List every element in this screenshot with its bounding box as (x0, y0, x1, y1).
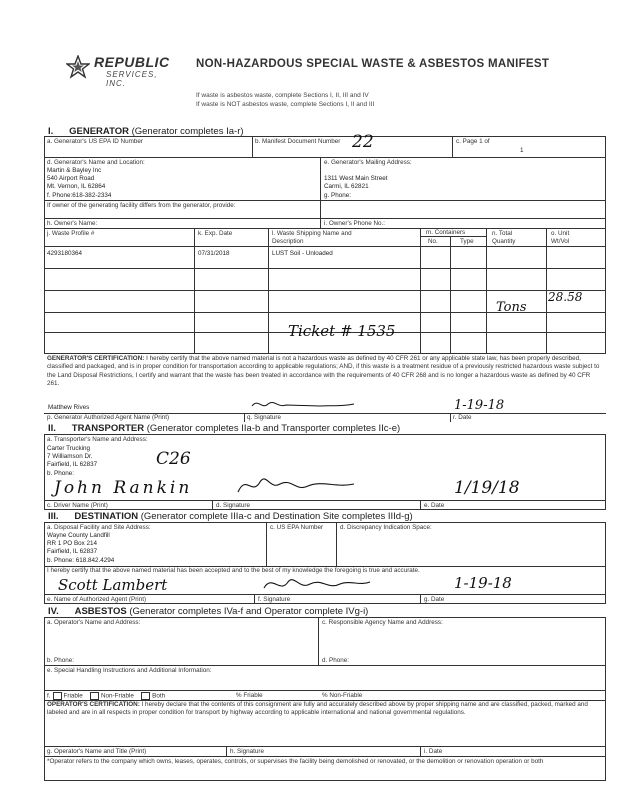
col-description: Description (272, 238, 304, 245)
republic-logo (66, 52, 178, 86)
driver-signature-icon (236, 470, 356, 500)
document-title: NON-HAZARDOUS SPECIAL WASTE & ASBESTOS MANIFEST (196, 58, 550, 70)
col-containers: m. Containers (426, 229, 466, 236)
non-friable-checkbox[interactable] (90, 692, 99, 700)
row-waste-profile: 4293180364 (47, 250, 83, 257)
destination-date-value: 1-19-18 (454, 574, 512, 592)
destination-agent-value: Scott Lambert (58, 576, 168, 594)
generator-address-line: 540 Airport Road (47, 175, 95, 182)
disposal-facility-name: Wayne County Landfill (47, 532, 110, 539)
generator-date-value: 1-19-18 (454, 398, 505, 413)
generator-name-label: d. Generator's Name and Location: (47, 159, 145, 166)
agency-phone-label: d. Phone: (322, 657, 349, 664)
driver-signature-label: d. Signature (216, 502, 250, 509)
col-shipping-name: l. Waste Shipping Name and (272, 230, 352, 237)
section-3-header: III. DESTINATION (Generator complete IIIa-c and Destination Site completes IIId-g) (48, 511, 413, 522)
star-icon (66, 55, 90, 79)
page-total-value: 1 (520, 147, 524, 154)
friable-checkbox[interactable] (53, 692, 62, 700)
col-containers-no: No. (428, 238, 438, 245)
generator-agent-label: p. Generator Authorized Agent Name (Print) (47, 414, 170, 421)
responsible-agency-label: c. Responsible Agency Name and Address: (322, 619, 443, 626)
disposal-facility-phone: b. Phone: 618.842.4294 (47, 557, 115, 564)
special-handling-label: e. Special Handling Instructions and Additional Information: (47, 667, 212, 674)
col-total: n. Total (492, 230, 513, 237)
generator-phone: f. Phone:618-382-2334 (47, 192, 112, 199)
destination-date-label: g. Date (424, 596, 445, 603)
mailing-phone: g. Phone: (324, 192, 351, 199)
generator-certification: GENERATOR'S CERTIFICATION: I hereby certify that the above named material is not a hazardous waste as defined by 40 CFR 261 or any applicable state law, has been properly described, classified and packaged, and is in proper condition for transportation according to applicable regulations; AND, if this waste is a treatment residue of a previously restricted hazardous waste subject to the Land Disposal Restrictions, I certify and warrant that the waste has been treated in accordance with the requirements of 40 CFR 268 and is no longer a hazardous waste as defined by 40 CFR 261. (47, 355, 600, 387)
transport-date-value: 1/19/18 (454, 478, 520, 498)
generator-agent-name: Matthew Rives (48, 404, 90, 411)
quantity-value: 28.58 (548, 290, 583, 304)
page-of-label: c. Page 1 of (456, 138, 490, 145)
disposal-facility-city: Fairfield, IL 62837 (47, 548, 98, 555)
unit-tons: Tons (496, 300, 527, 315)
destination-agent-label: e. Name of Authorized Agent (Print) (47, 596, 147, 603)
destination-signature-label: f. Signature (258, 596, 291, 603)
generator-city-line: Mt. Vernon, IL 62864 (47, 183, 106, 190)
section-2-header: II. TRANSPORTER (Generator completes IIa-b and Transporter completes IIc-e) (48, 423, 401, 434)
section-1-header: I. GENERATOR (Generator completes Ia-r) (48, 126, 244, 137)
transporter-name: Carter Trucking (47, 445, 91, 452)
operator-signature-label: h. Signature (230, 748, 264, 755)
instruction-asbestos: If waste is asbestos waste, complete Sections I, II, III and IV (196, 92, 369, 99)
col-quantity: Quantity (492, 238, 516, 245)
both-checkbox[interactable] (141, 692, 150, 700)
truck-number: C26 (156, 449, 191, 469)
transporter-city: Fairfield, IL 62837 (47, 461, 98, 468)
operator-phone-label: b. Phone: (47, 657, 74, 664)
generator-date-label: r. Date (453, 414, 472, 421)
operator-certification: OPERATOR'S CERTIFICATION: I hereby declare that the contents of this consignment are fully and accurately described above by proper shipping name and are classified, packed, marked and labeled and are in all respects in proper condition for transport by highway according to applicable international and national governmental regulations. (47, 701, 588, 717)
operator-date-label: i. Date (424, 748, 443, 755)
operator-title-label: g. Operator's Name and Title (Print) (47, 748, 147, 755)
col-waste-profile: j. Waste Profile # (47, 230, 95, 237)
operator-footnote: *Operator refers to the company which owns, leases, operates, controls, or supervises the facility being demolished or renovated, or the demolition or renovation operation or both (47, 758, 544, 765)
col-wtvol: Wt/Vol (551, 238, 570, 245)
ticket-number: Ticket # 1535 (288, 322, 396, 340)
mailing-address-label: e. Generator's Mailing Address: (324, 159, 412, 166)
destination-certification: I hereby certify that the above named material has been accepted and to the best of my knowledge the foregoing is true and accurate. (47, 567, 420, 574)
pct-non-friable-label: % Non-Friable (322, 692, 363, 699)
pct-friable-label: % Friable (236, 692, 263, 699)
transporter-street: 7 Williamson Dr. (47, 453, 93, 460)
col-exp-date: k. Exp. Date (198, 230, 233, 237)
generator-signature-label: q. Signature (247, 414, 281, 421)
disposal-facility-street: RR 1 PO Box 214 (47, 540, 98, 547)
generator-signature-icon (250, 396, 360, 414)
col-unit: o. Unit (551, 230, 570, 237)
disposal-facility-label: a. Disposal Facility and Site Address: (47, 524, 151, 531)
generator-name-line: Martin & Bayley Inc (47, 167, 102, 174)
generator-epa-id-label: a. Generator's US EPA ID Number (47, 138, 143, 145)
row-exp-date: 07/31/2018 (198, 250, 230, 257)
logo-name: REPUBLIC (94, 54, 170, 70)
section-4-header: IV. ASBESTOS (Generator completes IVa-f and Operator complete IVg-i) (48, 606, 369, 617)
owner-name-label: h. Owner's Name: (47, 220, 98, 227)
logo-subtitle: SERVICES, INC. (106, 70, 158, 88)
instruction-non-asbestos: If waste is NOT asbestos waste, complete Sections I, II and III (196, 101, 375, 108)
driver-name-label: c. Driver Name (Print) (47, 502, 108, 509)
owner-phone-label: i. Owner's Phone No.: (324, 220, 386, 227)
row-description: LUST Soil - Unloaded (272, 250, 333, 257)
manifest-number-label: b. Manifest Document Number (255, 138, 341, 145)
transporter-phone: b. Phone: (47, 470, 74, 477)
transport-date-label: e. Date (424, 502, 445, 509)
mailing-street: 1311 West Main Street (324, 175, 388, 182)
driver-name-value: John Rankin (54, 478, 193, 498)
mailing-city: Carmi, IL 62821 (324, 183, 369, 190)
destination-signature-icon (262, 572, 372, 596)
friable-row: f. Friable Non-Friable Both (47, 692, 166, 700)
transporter-label: a. Transporter's Name and Address: (47, 436, 148, 443)
owner-note: If owner of the generating facility differs from the generator, provide: (47, 202, 236, 209)
destination-epa-label: c. US EPA Number (270, 524, 324, 531)
discrepancy-label: d. Discrepancy Indication Space: (340, 524, 432, 531)
operator-name-label: a. Operator's Name and Address: (47, 619, 141, 626)
manifest-number-value: 22 (352, 132, 374, 152)
col-containers-type: Type (460, 238, 474, 245)
